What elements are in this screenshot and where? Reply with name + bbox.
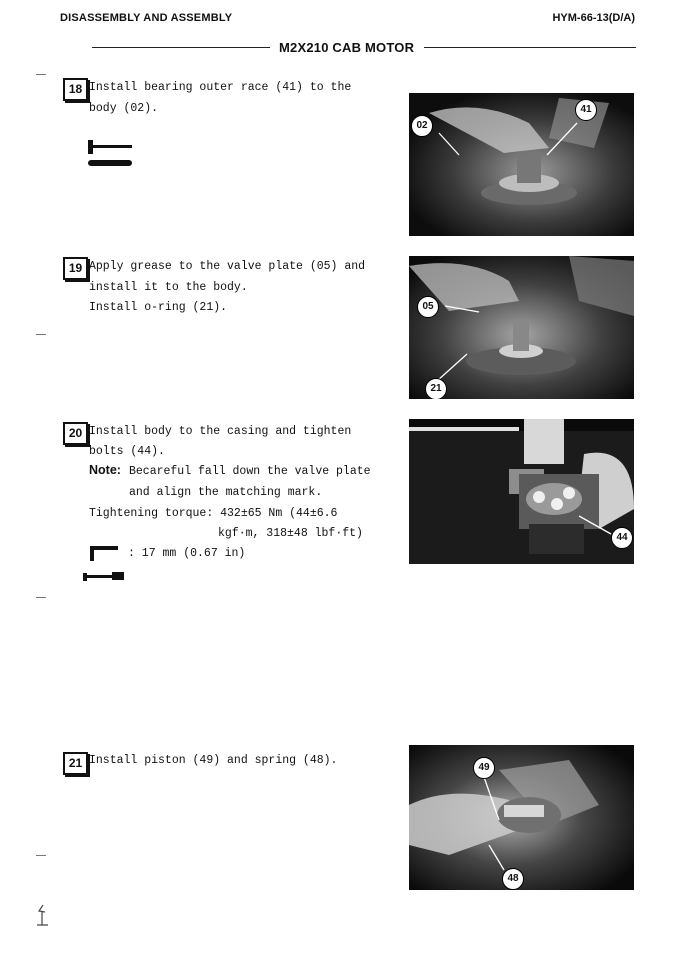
step-18-photo: [409, 93, 634, 236]
note-line: and align the matching mark.: [129, 486, 323, 499]
step-number: 19: [63, 257, 88, 280]
step-20-photo: [409, 419, 634, 564]
step-line: Install piston (49) and spring (48).: [89, 754, 338, 767]
margin-mark: [36, 74, 46, 75]
callout-badge: 49: [473, 757, 495, 779]
note-label: Note:: [89, 463, 121, 477]
section-header: DISASSEMBLY AND ASSEMBLY: [60, 12, 233, 24]
bearing-driver-icon: [86, 135, 136, 175]
torque-line: Tightening torque: 432±65 Nm (44±6.6: [89, 507, 338, 520]
callout-badge: 44: [611, 527, 633, 549]
page-title: M2X210 CAB MOTOR: [279, 40, 415, 55]
step-line: Install o-ring (21).: [89, 301, 228, 314]
step-line: bolts (44).: [89, 445, 165, 458]
callout-badge: 41: [575, 99, 597, 121]
title-rule-right: [424, 47, 636, 48]
step-line: body (02).: [89, 102, 159, 115]
step-number: 18: [63, 78, 88, 101]
step-line: Apply grease to the valve plate (05) and: [89, 260, 366, 273]
step-line: install it to the body.: [89, 281, 248, 294]
note-line: Becareful fall down the valve plate: [129, 465, 371, 478]
margin-mark: [36, 855, 46, 856]
step-number: 20: [63, 422, 88, 445]
margin-mark: [36, 334, 46, 335]
document-code: HYM-66-13(D/A): [552, 12, 635, 24]
callout-badge: 02: [411, 115, 433, 137]
step-line: Install body to the casing and tighten: [89, 425, 352, 438]
callout-badge: 05: [417, 296, 439, 318]
corner-glyph-icon: [34, 903, 52, 929]
torque-line: kgf·m, 318±48 lbf·ft): [218, 527, 363, 540]
margin-mark: [36, 597, 46, 598]
socket-wrench-icon: [88, 544, 122, 562]
wrench-handle-icon: [82, 571, 128, 583]
callout-badge: 21: [425, 378, 447, 399]
step-21-photo: [409, 745, 634, 890]
title-rule-left: [92, 47, 270, 48]
step-line: Install bearing outer race (41) to the: [89, 81, 352, 94]
step-number: 21: [63, 752, 88, 775]
callout-badge: 48: [502, 868, 524, 890]
wrench-size: : 17 mm (0.67 in): [128, 547, 246, 560]
step-19-photo: [409, 256, 634, 399]
